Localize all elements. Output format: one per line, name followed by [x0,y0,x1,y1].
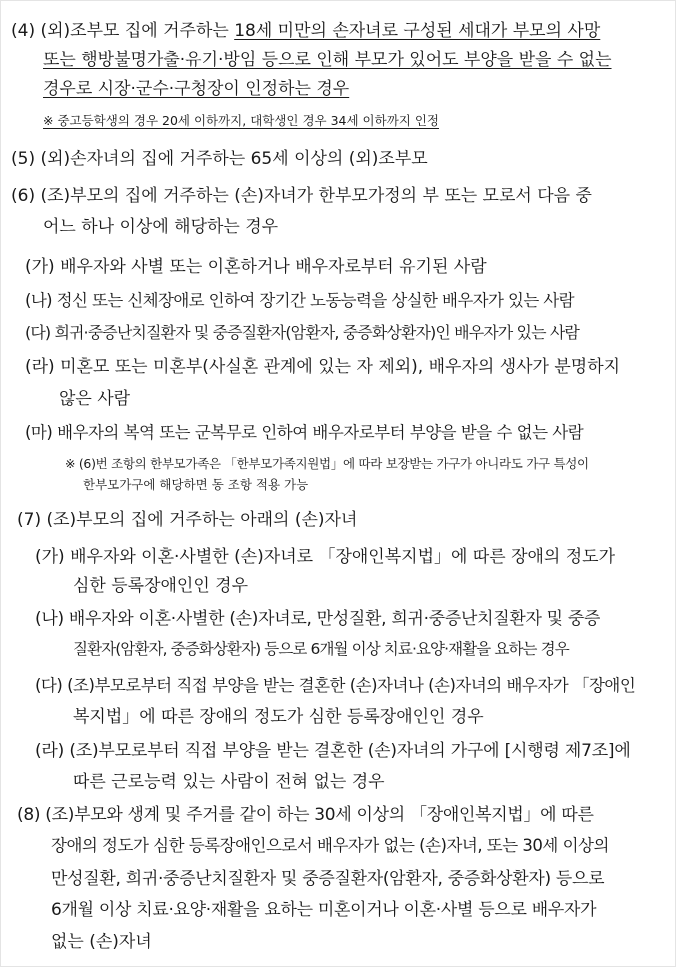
item-6-note-line-1 [65,456,589,472]
note-text: ※ (6)번 조항의 한부모가족은 「한부모가족지원법」에 따라 보장받는 가구가 아니라도 가구 특성이 [65,456,589,471]
sub-text: 배우자와 이혼·사별한 (손)자녀로, 만성질환, 희귀·중증난치질환자 및 중증 [68,609,601,629]
item-text: 만성질환, 희귀·중증난치질환자 및 중증질환자(암환자, 중증화상환자) 등으로 [51,869,605,889]
underlined-text: 또는 행방불명가출·유기·방임 등으로 인해 부모가 있어도 부양을 받을 수 없는 [43,50,612,70]
item-text: 6개월 이상 치료·요양·재활을 요하는 미혼이거나 이혼·사별 등으로 배우자가 [51,900,597,920]
item-8-line-2 [51,835,609,857]
sub-text: (조)부모로부터 직접 부양을 받는 결혼한 (손)자녀나 (손)자녀의 배우자가 「장애인 [67,676,636,695]
sub-text: 심한 등록장애인인 경우 [73,576,249,596]
item-7-sub-ga-line-2 [73,575,248,597]
item-text: 장애의 정도가 심한 등록장애인으로서 배우자가 없는 (손)자녀, 또는 30세 이상의 [51,836,609,855]
item-6-sub-ra-line-2 [59,388,130,410]
sub-text: 정신 또는 신체장애로 인하여 장기간 노동능력을 상실한 배우자가 있는 사람 [56,291,574,310]
item-text: (외)손자녀의 집에 거주하는 65세 이상의 (외)조부모 [40,149,428,169]
sub-text: 질환자(암환자, 중증화상환자) 등으로 6개월 이상 치료·요양·재활을 요하는 경우 [73,640,569,658]
item-7-sub-ra [35,740,631,762]
item-number: (8) [17,805,41,825]
item-6-sub-da [25,322,579,344]
sub-label: (마) [25,423,53,442]
sub-text: 배우자의 복역 또는 군복무로 인하여 배우자로부터 부양을 받을 수 없는 사람 [57,423,584,442]
item-4-line-3 [43,78,349,100]
item-6-sub-ra [25,356,620,378]
sub-label: (다) [25,323,51,342]
sub-label: (나) [25,291,53,310]
item-7-sub-ra-line-2 [73,771,385,793]
sub-text: 따른 근로능력 있는 사람이 전혀 없는 경우 [73,772,385,792]
sub-text: 미혼모 또는 미혼부(사실혼 관계에 있는 자 제외), 배우자의 생사가 분명하지 [60,357,621,377]
sub-label: (가) [35,547,65,567]
item-number: (6) [11,186,36,206]
note-text: 한부모가구에 해당하면 동 조항 적용 가능 [83,477,309,492]
item-number: (5) [11,149,36,169]
item-text: (조)부모의 집에 거주하는 (손)자녀가 한부모가정의 부 또는 모로서 다음 중 [40,186,592,206]
underlined-text: 경우로 시장·군수·구청장이 인정하는 경우 [43,79,350,99]
sub-label: (나) [35,609,64,629]
item-8-line-3 [51,868,604,890]
item-text: 어느 하나 이상에 해당하는 경우 [43,217,279,237]
item-6-note-line-2 [83,477,308,493]
item-7-sub-na-line-2 [73,638,569,660]
item-6-line-1 [11,185,592,207]
item-text: (외)조부모 집에 거주하는 [40,21,235,41]
item-8-line-4 [51,899,596,921]
sub-label: (라) [25,357,55,377]
item-4-line-1 [11,20,661,42]
item-number: (7) [17,510,42,530]
item-4-line-2 [43,49,663,71]
item-6-line-2 [43,216,278,238]
item-6-sub-na [25,290,574,312]
underlined-text: 18세 미만의 손자녀로 구성된 세대가 부모의 사망 [234,21,601,41]
item-7-sub-na [35,608,600,630]
item-8-line-5 [51,931,152,953]
item-6-sub-ma [25,422,583,444]
item-text: 없는 (손)자녀 [51,932,152,952]
sub-text: 희귀·중증난치질환자 및 중증질환자(암환자, 중증화상환자)인 배우자가 있는 사람 [54,323,579,342]
item-7-sub-ga [35,546,615,568]
sub-label: (다) [35,676,63,695]
item-7-sub-da [35,675,635,697]
sub-text: 배우자와 사별 또는 이혼하거나 배우자로부터 유기된 사람 [60,257,487,277]
item-8-line-1 [17,804,594,826]
sub-text: 않은 사람 [59,389,131,409]
item-text: (조)부모와 생계 및 주거를 같이 하는 30세 이상의 「장애인복지법」에 따른 [45,805,594,825]
item-text: (조)부모의 집에 거주하는 아래의 (손)자녀 [46,510,358,530]
item-7-sub-da-line-2 [73,706,484,728]
sub-label: (라) [35,741,65,761]
item-5-line-1 [11,148,428,170]
sub-text: 배우자와 이혼·사별한 (손)자녀로 「장애인복지법」에 따른 장애의 정도가 [70,547,615,567]
sub-text: 복지법」에 따른 장애의 정도가 심한 등록장애인인 경우 [73,707,484,727]
item-4-note [43,113,439,129]
item-6-sub-ga [25,256,487,278]
sub-label: (가) [25,257,55,277]
item-7-line-1 [17,509,357,531]
sub-text: (조)부모로부터 직접 부양을 받는 결혼한 (손)자녀의 가구에 [시행령 제7조]에 [69,741,631,761]
note-text: ※ 중고등학생의 경우 20세 이하까지, 대학생인 경우 34세 이하까지 인정 [43,113,439,128]
item-number: (4) [11,21,36,41]
